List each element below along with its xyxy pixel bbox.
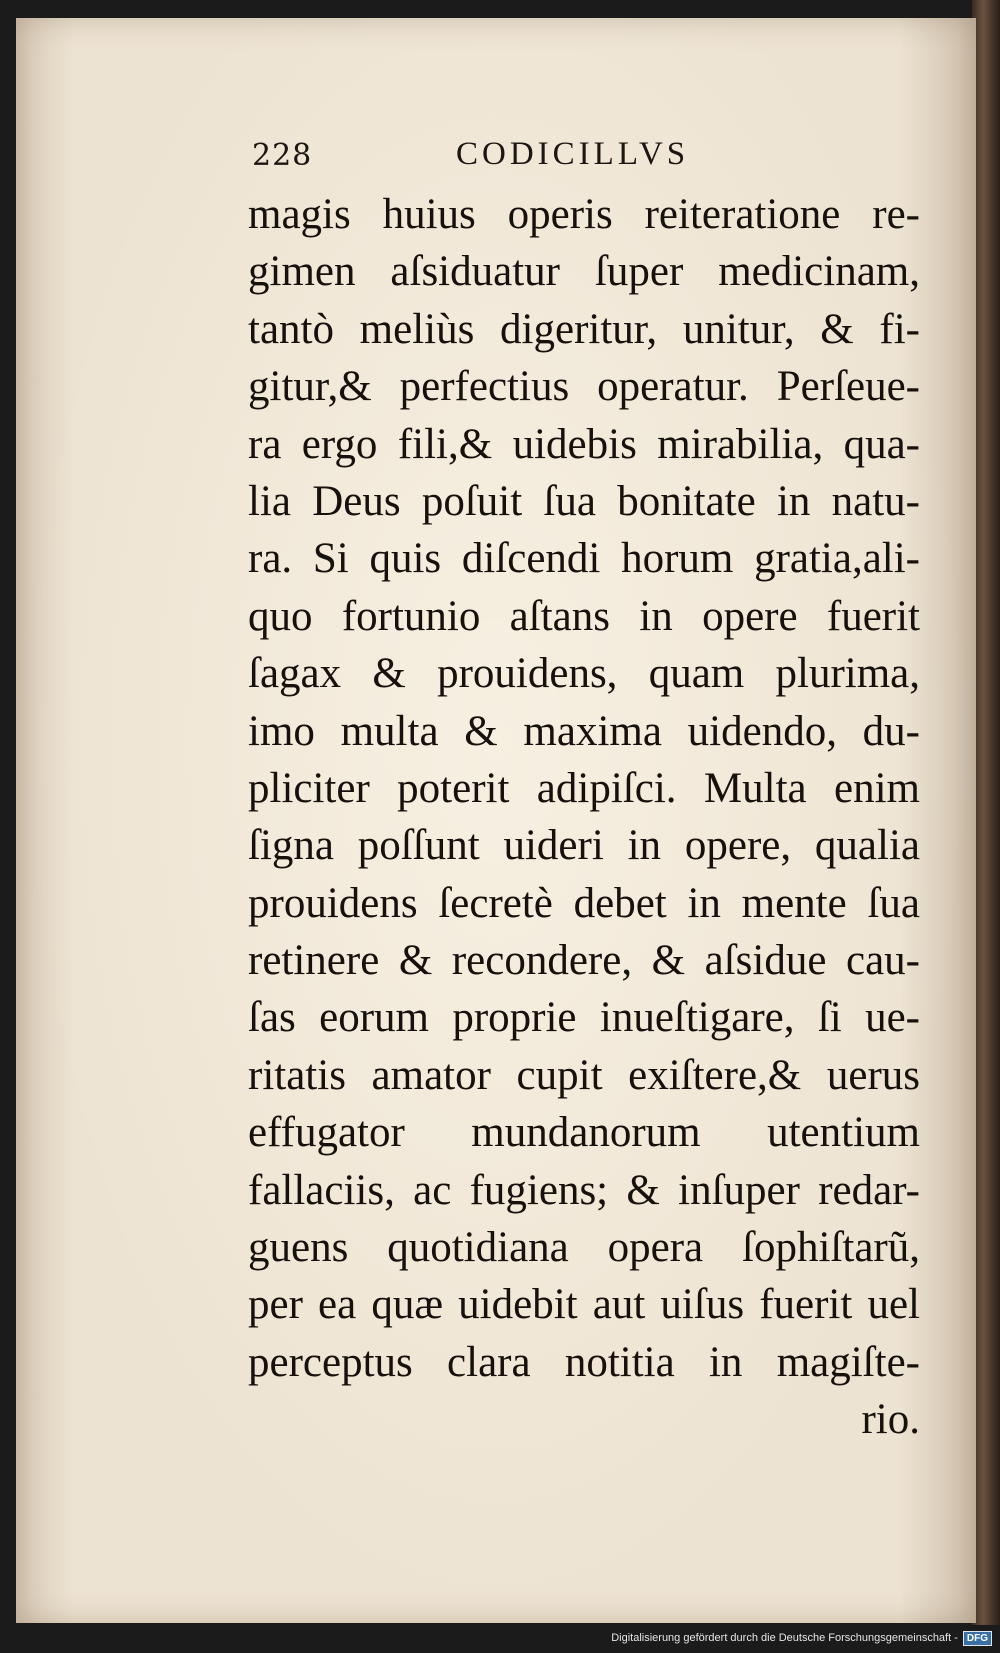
text-line: quo fortunio aſtans in opere fuerit xyxy=(248,592,920,640)
book-spine-edge xyxy=(972,0,1000,1625)
text-line: gimen aſsiduatur ſuper medicinam, xyxy=(248,248,920,296)
credit-text: Digitalisierung gefördert durch die Deutsche Forschungsgemeinschaft - xyxy=(611,1632,958,1644)
text-line: ſigna poſſunt uideri in opere, qualia xyxy=(248,822,920,870)
text-line: guens quotidiana opera ſophiſtarũ, xyxy=(248,1224,920,1272)
text-line: perceptus clara notitia in magiſte- xyxy=(248,1338,920,1386)
text-line: effugator mundanorum utentium xyxy=(248,1109,920,1157)
text-line: per ea quæ uidebit aut uiſus fuerit uel xyxy=(248,1281,920,1329)
running-head: CODICILLVS xyxy=(456,136,690,172)
page-header xyxy=(238,126,898,176)
text-line: lia Deus poſuit ſua bonitate in natu- xyxy=(248,477,920,525)
digitization-credit xyxy=(611,1629,992,1647)
text-line: tantò meliùs digeritur, unitur, & fi- xyxy=(248,305,920,353)
text-line: ra. Si quis diſcendi horum gratia,ali- xyxy=(248,535,920,583)
text-line: magis huius operis reiteratione re- xyxy=(248,191,920,238)
text-line: ra ergo fili,& uidebis mirabilia, qua- xyxy=(248,420,920,468)
text-line: retinere & recondere, & aſsidue cau- xyxy=(248,937,920,985)
text-line-catchword: rio. xyxy=(861,1396,920,1444)
body-text xyxy=(248,186,920,1449)
text-line: gitur,& perfectius operatur. Perſeue- xyxy=(248,363,920,411)
text-line: fallaciis, ac fugiens; & inſuper redar- xyxy=(248,1166,920,1214)
book-page xyxy=(16,18,976,1623)
text-line: ſas eorum proprie inueſtigare, ſi ue- xyxy=(248,994,920,1042)
page-number: 228 xyxy=(252,138,313,173)
text-line: ſagax & prouidens, quam plurima, xyxy=(248,650,920,698)
text-line: ritatis amator cupit exiſtere,& uerus xyxy=(248,1051,920,1099)
text-line: imo multa & maxima uidendo, du- xyxy=(248,707,920,755)
dfg-logo: DFG xyxy=(963,1631,992,1646)
text-line: prouidens ſecretè debet in mente ſua xyxy=(248,879,920,927)
text-line: pliciter poterit adipiſci. Multa enim xyxy=(248,764,920,812)
